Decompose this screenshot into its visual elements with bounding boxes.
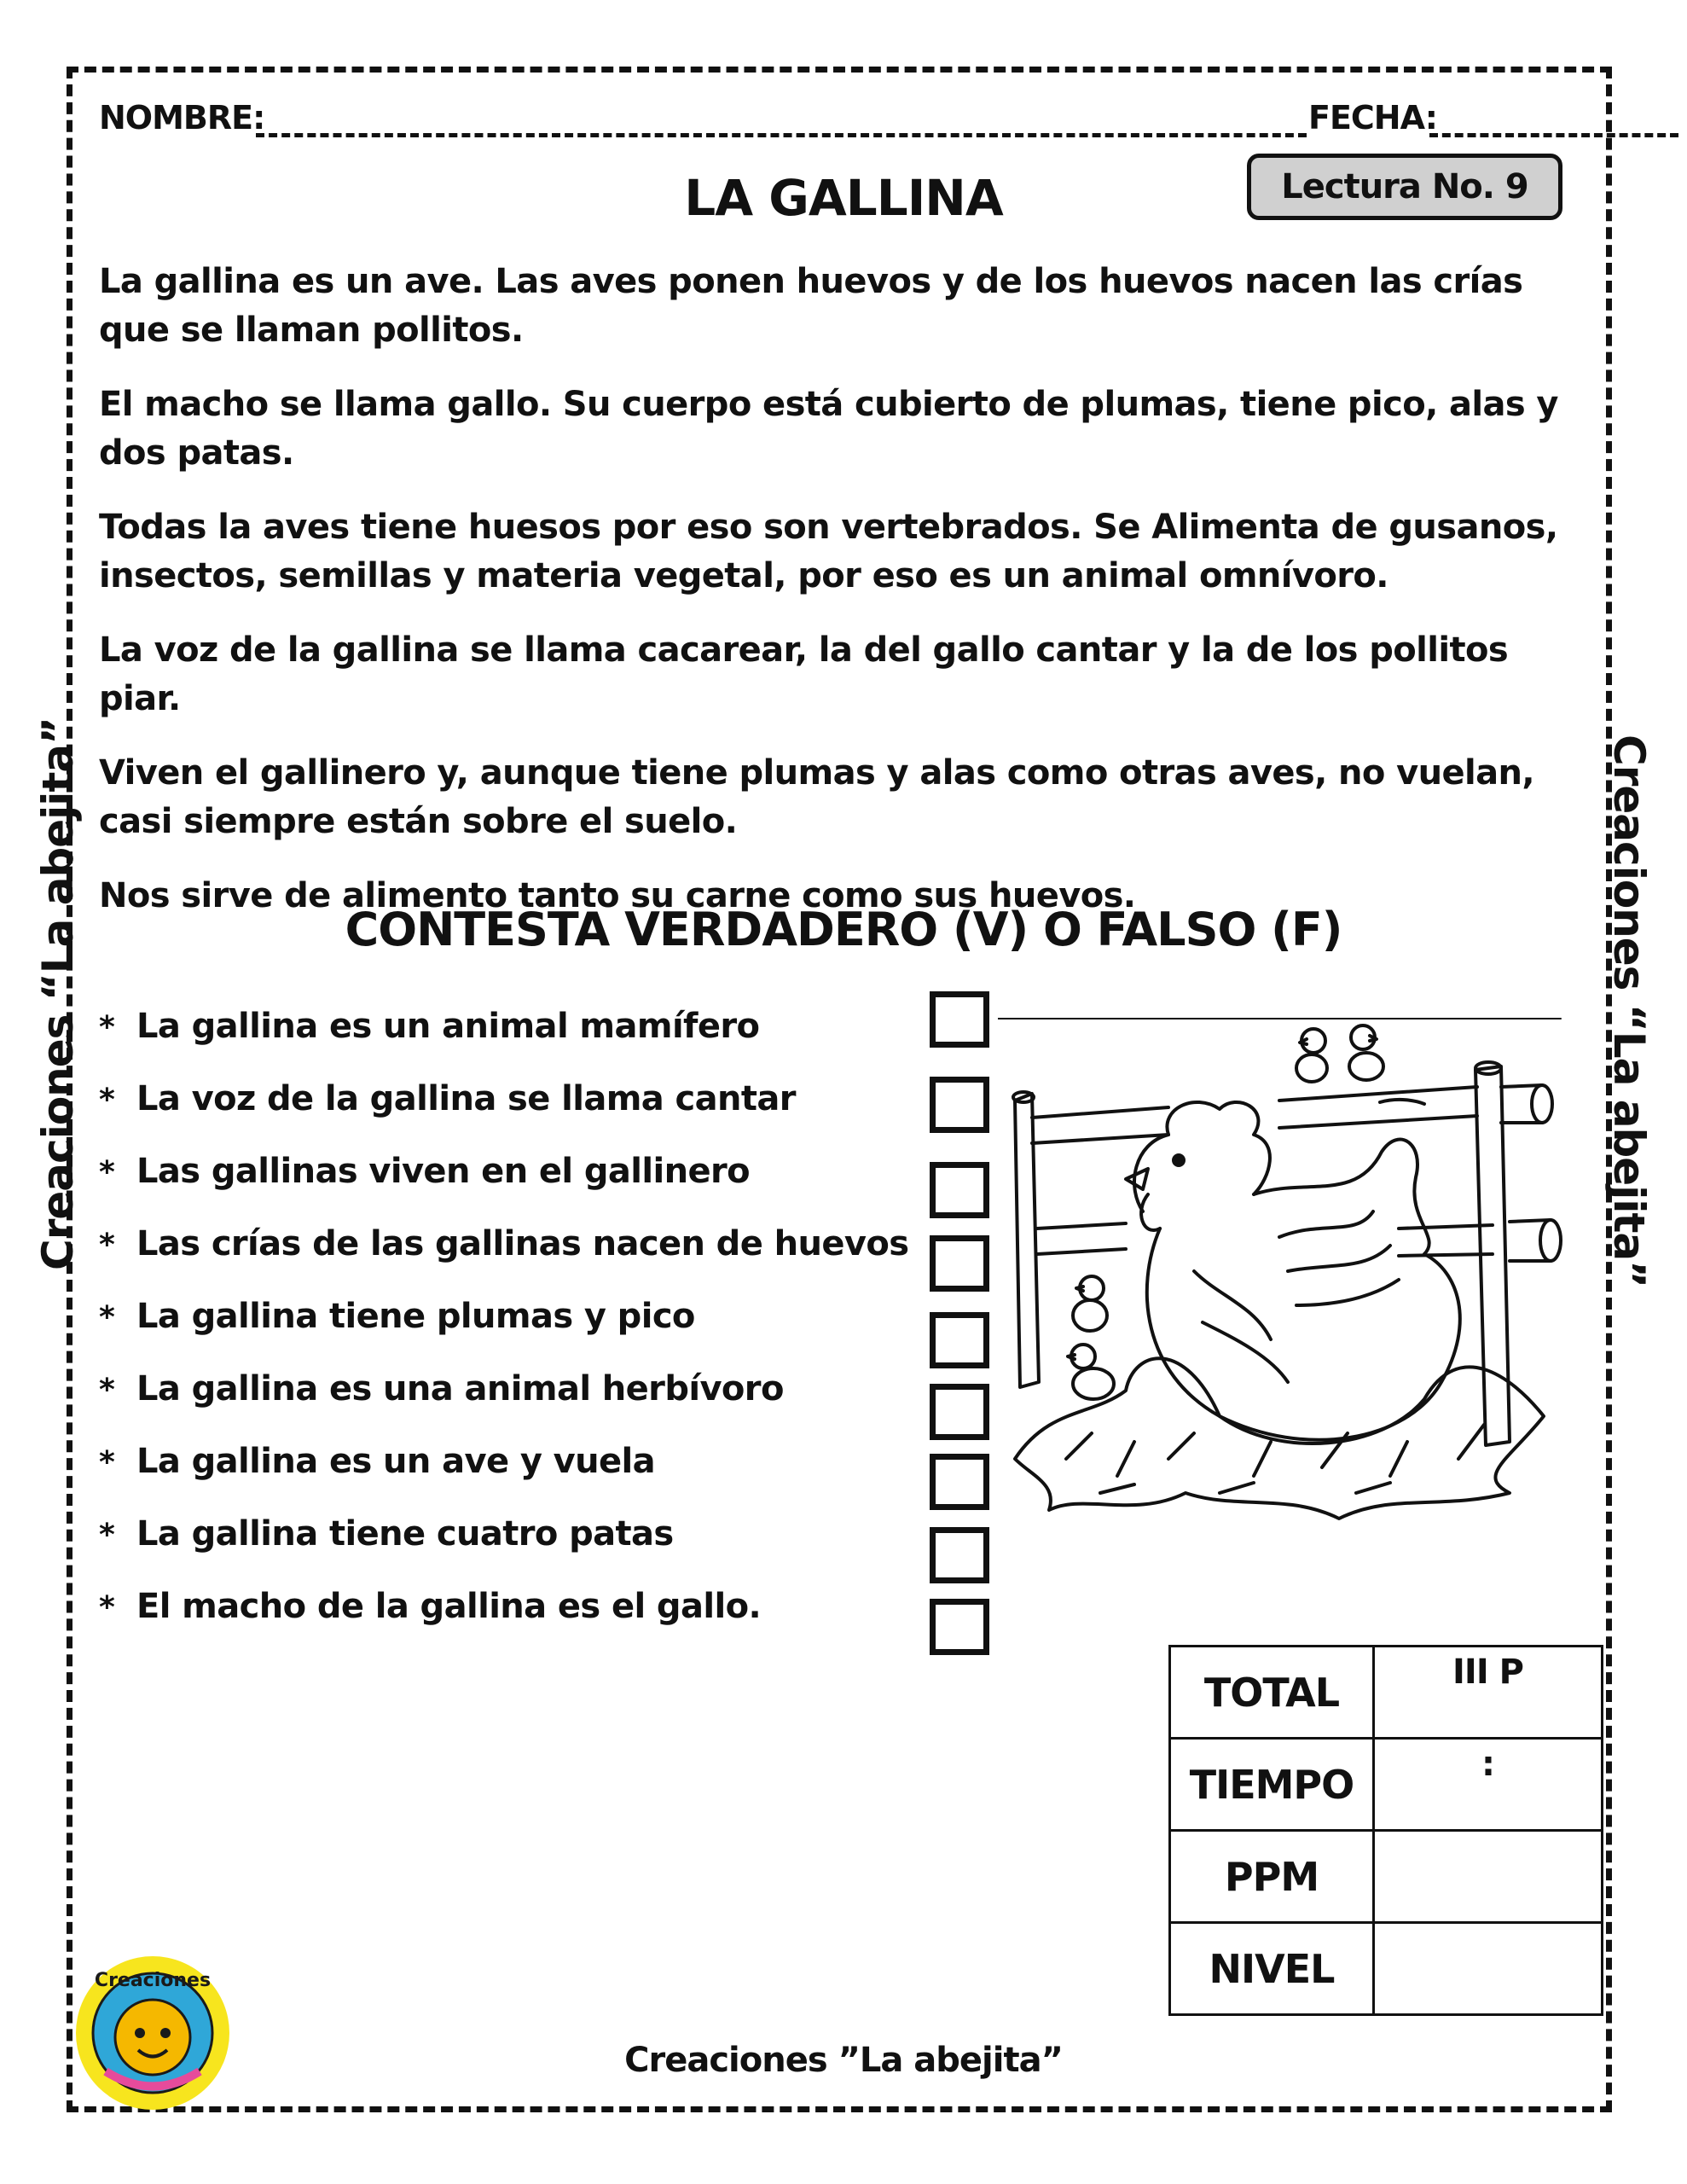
question-text: Las crías de las gallinas nacen de huevos [136, 1224, 909, 1263]
question-item [99, 1223, 909, 1295]
answer-box-6[interactable] [930, 1384, 989, 1440]
question-text: La gallina tiene cuatro patas [136, 1514, 674, 1554]
score-row-ppm [1170, 1831, 1603, 1923]
answer-box-5[interactable] [930, 1312, 989, 1368]
score-label: TOTAL [1170, 1647, 1374, 1739]
score-value[interactable] [1374, 1831, 1603, 1923]
name-label: NOMBRE: [99, 99, 265, 136]
paragraph: El macho se llama gallo. Su cuerpo está cubierto de plumas, tiene pico, alas y dos patas. [99, 385, 1558, 473]
paragraph: La voz de la gallina se llama cacarear, la del gallo cantar y la de los pollitos piar. [99, 630, 1509, 718]
page-title: LA GALLINA [684, 169, 1003, 227]
bullet-icon: * [99, 1373, 115, 1408]
header-row [99, 96, 1583, 147]
score-table [1168, 1645, 1603, 2016]
score-value[interactable]: III P [1374, 1647, 1603, 1739]
answer-box-9[interactable] [930, 1599, 989, 1655]
bullet-icon: * [99, 1228, 115, 1263]
paragraph: Viven el gallinero y, aunque tiene plumas y alas como otras aves, no vuelan, casi siempre están sobre el suelo. [99, 753, 1534, 841]
side-credit-right: Creaciones “La abejita” [1604, 735, 1654, 1287]
hen-illustration [998, 1015, 1569, 1536]
question-text: La gallina tiene plumas y pico [136, 1297, 695, 1336]
question-item [99, 1077, 901, 1150]
side-credit-left: Creaciones “La abejita” [33, 717, 83, 1270]
bullet-icon: * [99, 1300, 115, 1335]
name-field[interactable] [256, 133, 1307, 137]
paragraph: Todas la aves tiene huesos por eso son vertebrados. Se Alimenta de gusanos, insectos, semillas y materia vegetal, por eso es un animal omnívoro. [99, 508, 1558, 595]
question-text: El macho de la gallina es el gallo. [136, 1587, 762, 1626]
bullet-icon: * [99, 1083, 115, 1118]
section-title: CONTESTA VERDADERO (V) O FALSO (F) [345, 903, 1342, 956]
reading-text [99, 258, 1583, 946]
question-text: La gallina es un ave y vuela [136, 1442, 656, 1481]
question-item [99, 1440, 901, 1513]
bullet-icon: * [99, 1590, 115, 1625]
answer-box-7[interactable] [930, 1454, 989, 1510]
bee-logo-icon [72, 1952, 234, 2114]
score-row-total [1170, 1647, 1603, 1739]
bullet-icon: * [99, 1155, 115, 1190]
question-item [99, 1005, 901, 1077]
question-item [99, 1295, 901, 1368]
reading-number-badge: Lectura No. 9 [1247, 154, 1562, 220]
question-text: Las gallinas viven en el gallinero [136, 1152, 751, 1191]
question-item [99, 1585, 901, 1658]
bullet-icon: * [99, 1010, 115, 1045]
bullet-icon: * [99, 1445, 115, 1480]
question-item [99, 1368, 901, 1440]
question-item [99, 1150, 901, 1223]
date-label: FECHA: [1308, 99, 1437, 136]
question-text: La gallina es un animal mamífero [136, 1007, 760, 1046]
answer-box-8[interactable] [930, 1527, 989, 1583]
footer-credit: Creaciones ”La abejita” [624, 2041, 1063, 2080]
score-label: PPM [1170, 1831, 1374, 1923]
score-row-time [1170, 1739, 1603, 1831]
answer-box-3[interactable] [930, 1162, 989, 1218]
logo-text: Creaciones [94, 1970, 212, 1991]
paragraph: Nos sirve de alimento tanto su carne como sus huevos. [99, 876, 1136, 915]
question-text: La gallina es una animal herbívoro [136, 1369, 784, 1409]
paragraph: La gallina es un ave. Las aves ponen huevos y de los huevos nacen las crías que se llaman pollitos. [99, 262, 1523, 350]
answer-box-4[interactable] [930, 1235, 989, 1292]
date-field[interactable] [1429, 133, 1678, 137]
score-row-level [1170, 1923, 1603, 2015]
score-label: TIEMPO [1170, 1739, 1374, 1831]
question-text: La voz de la gallina se llama cantar [136, 1079, 796, 1118]
bullet-icon: * [99, 1518, 115, 1553]
score-value[interactable] [1374, 1923, 1603, 2015]
score-value[interactable]: : [1374, 1739, 1603, 1831]
question-item [99, 1513, 901, 1585]
answer-box-2[interactable] [930, 1077, 989, 1133]
question-list [99, 1005, 909, 1658]
score-label: NIVEL [1170, 1923, 1374, 2015]
answer-box-1[interactable] [930, 991, 989, 1048]
